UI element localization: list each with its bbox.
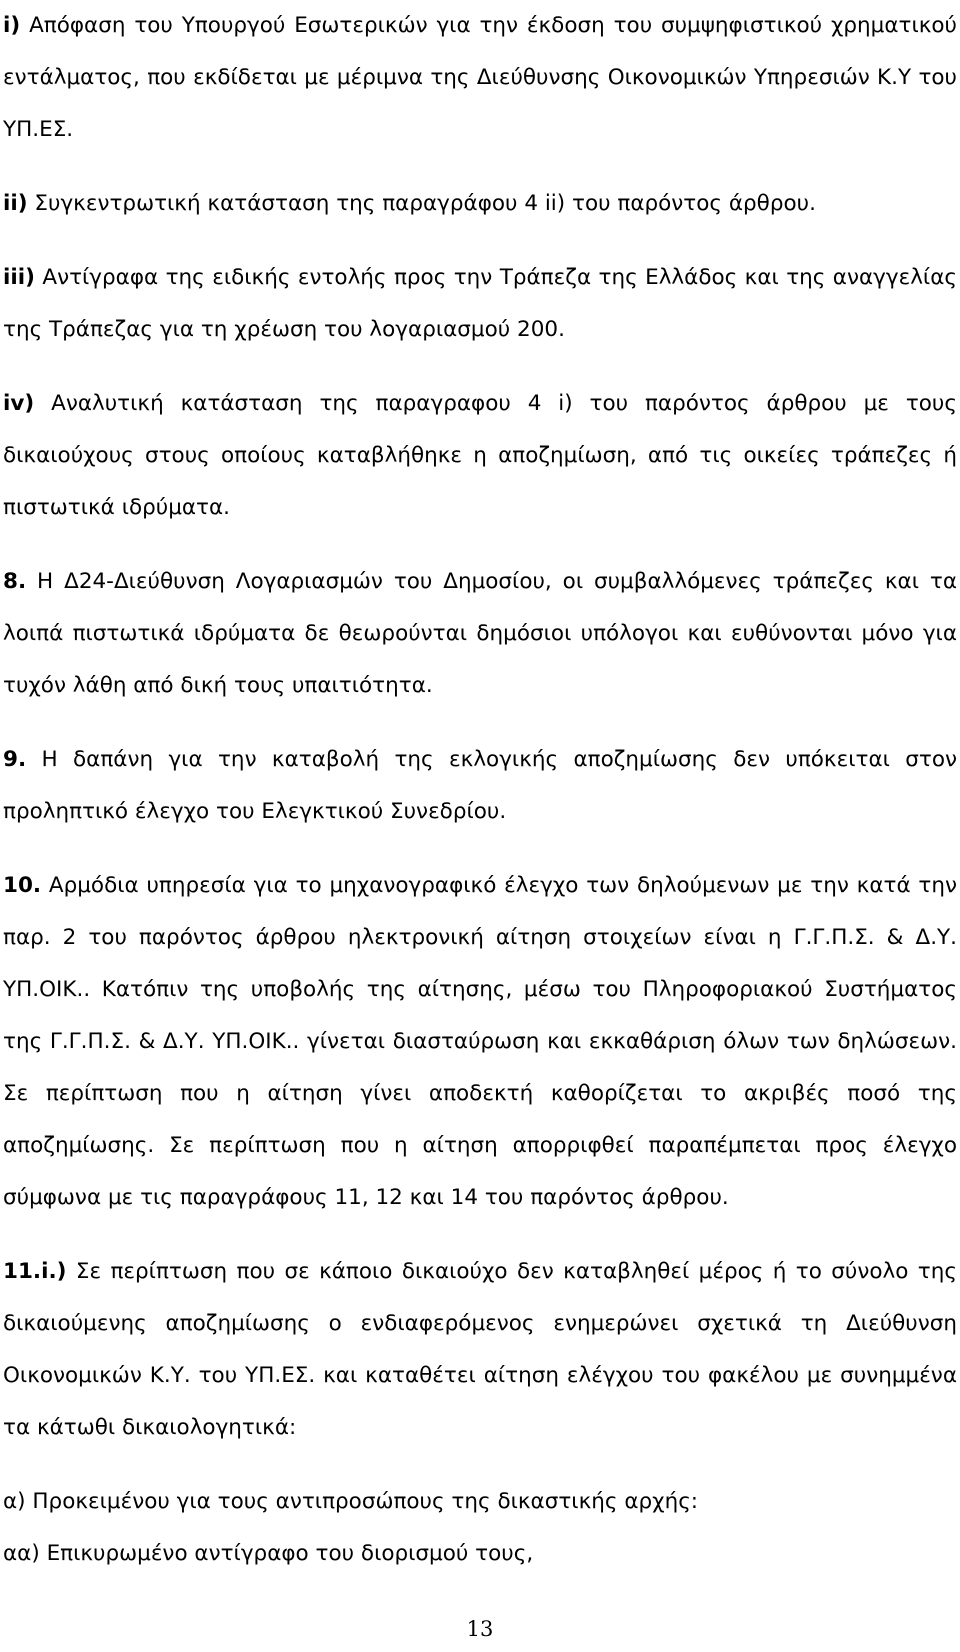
paragraph-label: 8. [3, 569, 27, 594]
paragraph-8 [3, 556, 957, 712]
paragraph-iv [3, 378, 957, 534]
paragraph-label: 9. [3, 747, 27, 772]
sub-items-list [3, 1476, 957, 1580]
paragraph-text: Απόφαση του Υπουργού Εσωτερικών για την έκδοση του συμψηφιστικού χρηματικού εντάλματος, που εκδίδεται με μέριμνα της Διεύθυνσης Οικονομικών Υπηρεσιών Κ.Υ του ΥΠ.ΕΣ. [3, 13, 957, 142]
paragraph-label: iii) [3, 265, 35, 290]
paragraph-label: ii) [3, 191, 28, 216]
paragraph-11-i [3, 1246, 957, 1454]
paragraph-text: Αρμόδια υπηρεσία για το μηχανογραφικό έλεγχο των δηλούμενων με την κατά την παρ. 2 του παρόντος άρθρου ηλεκτρονική αίτηση στοιχείων είναι η Γ.Γ.Π.Σ. & Δ.Υ. ΥΠ.ΟΙΚ.. Κατόπιν της υποβολής της αίτησης, μέσω του Πληροφοριακού Συστήματος της Γ.Γ.Π.Σ. & Δ.Υ. ΥΠ.ΟΙΚ.. γίνεται διασταύρωση και εκκαθάριση όλων των δηλώσεων. Σε περίπτωση που η αίτηση γίνει αποδεκτή καθορίζεται το ακριβές ποσό της αποζημίωσης. Σε περίπτωση που η αίτηση απορριφθεί παραπέμπεται προς έλεγχο σύμφωνα με τις παραγράφους 11, 12 και 14 του παρόντος άρθρου. [3, 873, 957, 1210]
paragraph-text: Συγκεντρωτική κατάσταση της παραγράφου 4 ii) του παρόντος άρθρου. [34, 191, 816, 216]
paragraph-ii [3, 178, 957, 230]
paragraph-label: i) [3, 13, 21, 38]
paragraph-label: 11.i.) [3, 1259, 67, 1284]
paragraph-i [3, 0, 957, 156]
paragraph-text: Η Δ24-Διεύθυνση Λογαριασμών του Δημοσίου, οι συμβαλλόμενες τράπεζες και τα λοιπά πιστωτικά ιδρύματα δε θεωρούνται δημόσιοι υπόλογοι και ευθύνονται μόνο για τυχόν λάθη από δική τους υπαιτιότητα. [3, 569, 957, 698]
page-number: 13 [466, 1617, 494, 1641]
document-body [3, 0, 957, 1580]
paragraph-text: Αντίγραφα της ειδικής εντολής προς την Τράπεζα της Ελλάδος και της αναγγελίας της Τράπεζας για τη χρέωση του λογαριασμού 200. [3, 265, 958, 342]
paragraph-text: Η δαπάνη για την καταβολή της εκλογικής αποζημίωσης δεν υπόκειται στον προληπτικό έλεγχο του Ελεγκτικού Συνεδρίου. [3, 747, 957, 824]
sub-item: α) Προκειμένου για τους αντιπροσώπους της δικαστικής αρχής: [3, 1489, 699, 1514]
paragraph-9 [3, 734, 957, 838]
paragraph-iii [3, 252, 957, 356]
sub-item: αα) Επικυρωμένο αντίγραφο του διορισμού τους, [3, 1541, 534, 1566]
paragraph-text: Σε περίπτωση που σε κάποιο δικαιούχο δεν καταβληθεί μέρος ή το σύνολο της δικαιούμενης αποζημίωσης ο ενδιαφερόμενος ενημερώνει σχετικά τη Διεύθυνση Οικονομικών Κ.Υ. του ΥΠ.ΕΣ. και καταθέτει αίτηση ελέγχου του φακέλου με συνημμένα τα κάτωθι δικαιολογητικά: [3, 1259, 957, 1440]
paragraph-label: iv) [3, 391, 35, 416]
paragraph-label: 10. [3, 873, 42, 898]
paragraph-10 [3, 860, 957, 1224]
paragraph-text: Αναλυτική κατάσταση της παραγραφου 4 i) του παρόντος άρθρου με τους δικαιούχους στους οποίους καταβλήθηκε η αποζημίωση, από τις οικείες τράπεζες ή πιστωτικά ιδρύματα. [3, 391, 957, 520]
